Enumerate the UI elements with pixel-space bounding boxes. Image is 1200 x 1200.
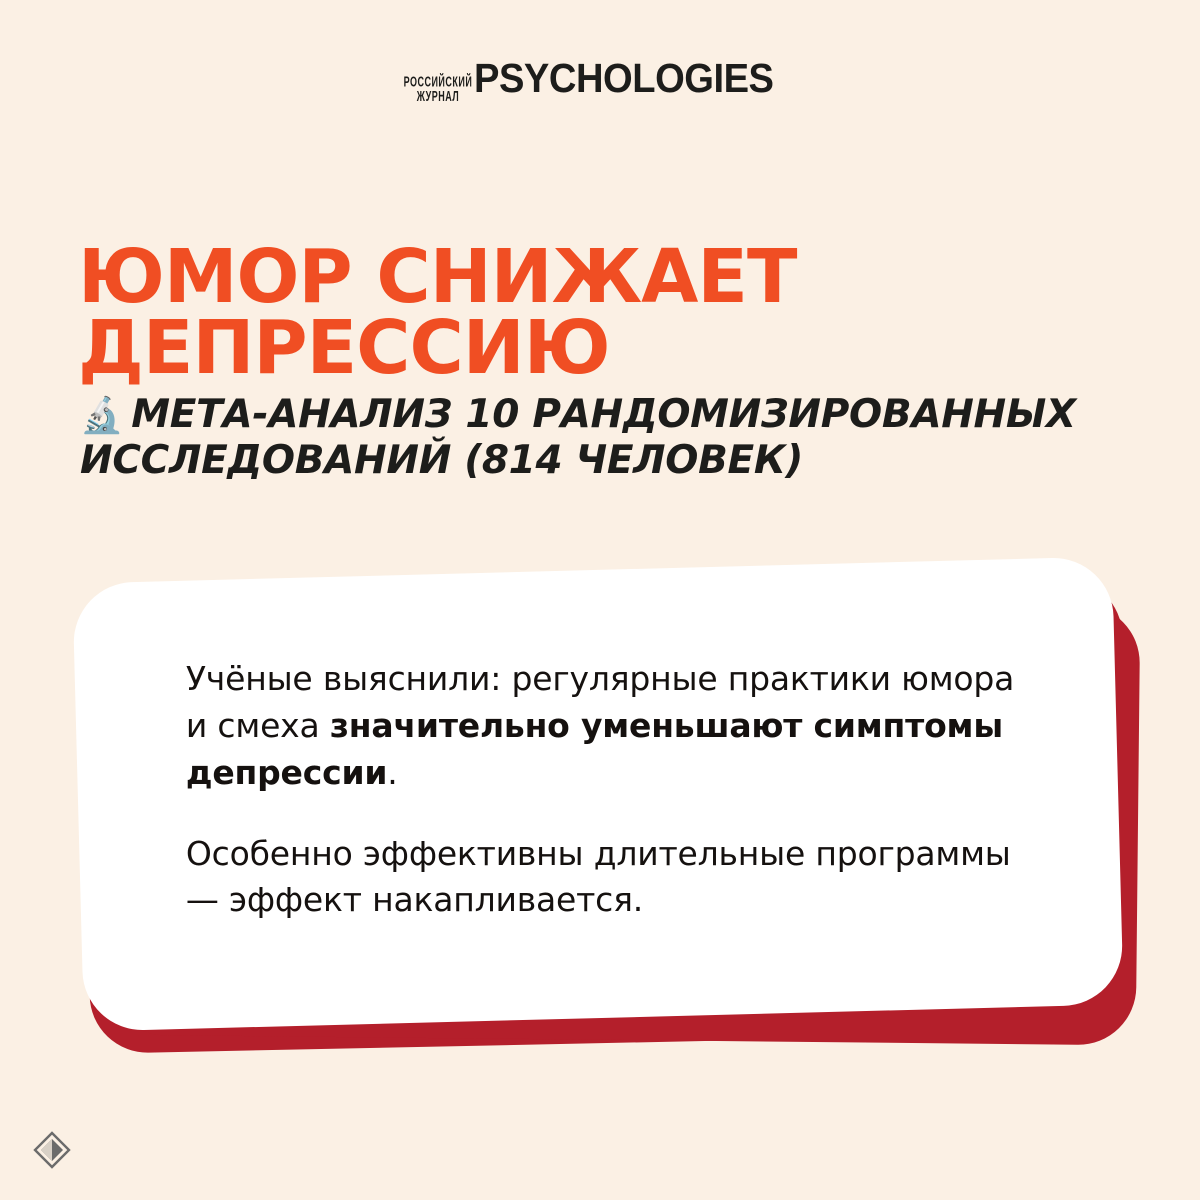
brand-header bbox=[0, 55, 1200, 104]
content-card bbox=[72, 556, 1123, 1031]
subtitle-line-2: ИССЛЕДОВАНИЙ (814 ЧЕЛОВЕК) bbox=[80, 438, 803, 484]
page-title bbox=[78, 233, 1138, 392]
card-p1-before: Учёные выяснили: регулярные практики юмора и смеха bbox=[185, 658, 1015, 745]
content-card-wrapper bbox=[78, 570, 1138, 1070]
card-p1-after: . bbox=[387, 752, 398, 792]
subtitle bbox=[80, 392, 1150, 484]
footer-logo-icon bbox=[32, 1130, 72, 1170]
brand-kicker-line2: ЖУРНАЛ bbox=[416, 88, 460, 104]
card-paragraph-2: Особенно эффективны длительные программы — эффект накапливается. bbox=[185, 833, 1011, 920]
headline-line-1: ЮМОР СНИЖАЕТ bbox=[78, 233, 797, 320]
card-paragraph-1 bbox=[186, 656, 1026, 797]
card-p1-bold: значительно уменьшают симптомы депрессии bbox=[185, 705, 1003, 792]
subtitle-line-1: МЕТА-АНАЛИЗ 10 РАНДОМИЗИРОВАННЫХ bbox=[131, 392, 1076, 437]
microscope-icon: 🔬 bbox=[80, 396, 124, 436]
brand-kicker-line1: РОССИЙСКИЙ bbox=[403, 73, 473, 90]
brand-kicker bbox=[404, 75, 473, 104]
headline-line-2: ДЕПРЕССИЮ bbox=[78, 305, 610, 392]
brand-name: PSYCHOLOGIES bbox=[474, 55, 774, 101]
